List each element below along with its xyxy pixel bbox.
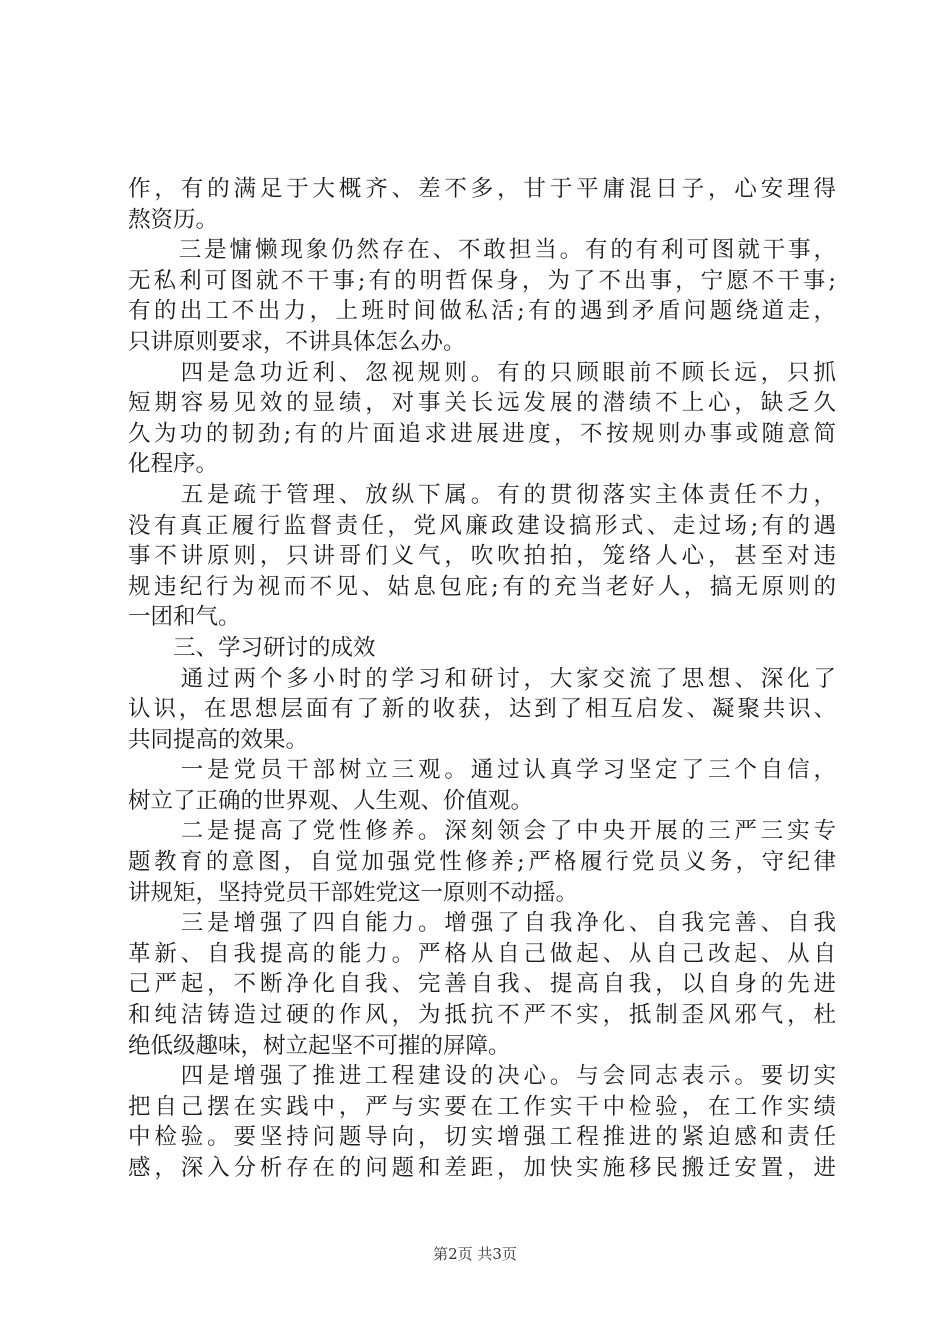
page-footer: 第2页 共3页 (433, 1245, 517, 1263)
text-line: 四是急功近利、忽视规则。有的只顾眼前不顾长远，只抓 (128, 359, 836, 386)
text-line: 一是党员干部树立三观。通过认真学习坚定了三个自信， (128, 757, 836, 784)
text-line: 一团和气。 (128, 604, 241, 631)
document-body (128, 174, 836, 1184)
text-line: 化程序。 (128, 451, 219, 478)
text-line: 己严起，不断净化自我、完善自我、提高自我，以自身的先进 (128, 971, 836, 998)
text-line: 作，有的满足于大概齐、差不多，甘于平庸混日子，心安理得 (128, 176, 836, 202)
text-line: 树立了正确的世界观、人生观、价值观。 (128, 787, 534, 814)
text-line: 短期容易见效的显绩，对事关长远发展的潜绩不上心，缺乏久 (128, 390, 836, 417)
text-line: 共同提高的效果。 (128, 726, 309, 753)
text-line: 无私利可图就不干事;有的明哲保身，为了不出事，宁愿不干事; (128, 267, 836, 294)
text-line: 通过两个多小时的学习和研讨，大家交流了思想、深化了 (128, 665, 836, 692)
text-line: 没有真正履行监督责任，党风廉政建设搞形式、走过场;有的遇 (128, 512, 836, 539)
text-line: 熬资历。 (128, 206, 219, 233)
text-line: 讲规矩，坚持党员干部姓党这一原则不动摇。 (128, 879, 579, 906)
text-line: 把自己摆在实践中，严与实要在工作实干中检验，在工作实绩 (128, 1093, 836, 1120)
text-line: 中检验。要坚持问题导向，切实增强工程推进的紧迫感和责任 (128, 1124, 836, 1151)
text-line: 二是提高了党性修养。深刻领会了中央开展的三严三实专 (128, 818, 836, 845)
text-line: 绝低级趣味，树立起坚不可摧的屏障。 (128, 1032, 511, 1059)
text-line: 有的出工不出力，上班时间做私活;有的遇到矛盾问题绕道走， (128, 298, 836, 325)
text-line: 三是增强了四自能力。增强了自我净化、自我完善、自我 (128, 910, 836, 937)
text-line: 题教育的意图，自觉加强党性修养;严格履行党员义务，守纪律 (128, 849, 836, 876)
text-line: 革新、自我提高的能力。严格从自己做起、从自己改起、从自 (128, 940, 836, 967)
text-line: 久为功的韧劲;有的片面追求进展进度，不按规则办事或随意简 (128, 420, 836, 447)
text-line: 和纯洁铸造过硬的作风，为抵抗不严不实，抵制歪风邪气，杜 (128, 1002, 836, 1029)
text-line: 规违纪行为视而不见、姑息包庇;有的充当老好人，搞无原则的 (128, 573, 836, 600)
text-line: 四是增强了推进工程建设的决心。与会同志表示。要切实 (128, 1063, 836, 1090)
text-line: 只讲原则要求，不讲具体怎么办。 (128, 328, 466, 355)
text-line: 三、学习研讨的成效 (128, 634, 376, 661)
text-line: 认识，在思想层面有了新的收获，达到了相互启发、凝聚共识、 (128, 696, 836, 723)
text-line: 感，深入分析存在的问题和差距，加快实施移民搬迁安置，进 (128, 1155, 836, 1181)
text-line: 三是慵懒现象仍然存在、不敢担当。有的有利可图就干事， (128, 237, 836, 264)
text-line: 五是疏于管理、放纵下属。有的贯彻落实主体责任不力， (128, 481, 836, 508)
text-line: 事不讲原则，只讲哥们义气，吹吹拍拍，笼络人心，甚至对违 (128, 543, 836, 570)
